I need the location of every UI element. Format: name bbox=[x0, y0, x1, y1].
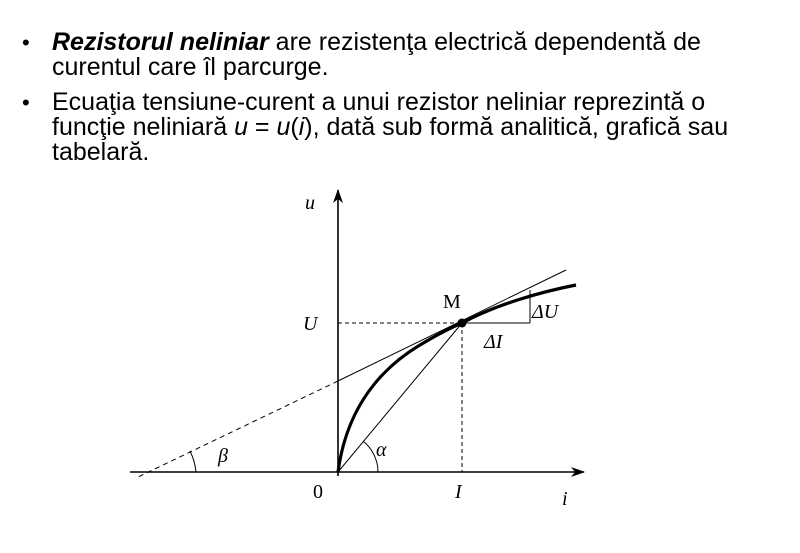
beta-label: β bbox=[218, 445, 228, 467]
tangent-extension bbox=[136, 381, 338, 478]
var-u: u bbox=[234, 113, 248, 141]
i-axis-label: i bbox=[562, 488, 568, 510]
point-m-label: M bbox=[443, 291, 461, 313]
var-i: i bbox=[298, 113, 305, 141]
alpha-label: α bbox=[376, 439, 387, 461]
var-u-func: u bbox=[276, 113, 291, 141]
u-axis-label: u bbox=[305, 192, 315, 214]
delta-i-label: ΔI bbox=[484, 331, 503, 353]
i-tick-label: I bbox=[455, 481, 462, 503]
secant-line bbox=[338, 323, 462, 472]
origin-label: 0 bbox=[313, 481, 323, 503]
bullet-marker: • bbox=[22, 90, 30, 115]
delta-u-label: ΔU bbox=[532, 301, 559, 323]
operating-point-marker bbox=[458, 319, 467, 328]
equation-text-2: = bbox=[247, 113, 277, 141]
u-tick-label: U bbox=[303, 313, 318, 335]
beta-arc bbox=[190, 451, 196, 472]
definition-text: are rezistenţa electrică dependentă de curentul care îl parcurge. bbox=[52, 28, 701, 81]
equation-text-3: ( bbox=[290, 113, 299, 141]
equation-text-4: ), dată sub formă analitică, grafică sau tabelară. bbox=[52, 113, 729, 166]
tangent-line bbox=[338, 270, 566, 381]
term-nonlinear-resistor: Rezistorul neliniar bbox=[52, 28, 269, 56]
equation-text-1: Ecuaţia tensiune-curent a unui rezistor neliniar reprezintă o funcţie neliniară bbox=[52, 88, 706, 141]
bullet-marker: • bbox=[22, 30, 30, 55]
